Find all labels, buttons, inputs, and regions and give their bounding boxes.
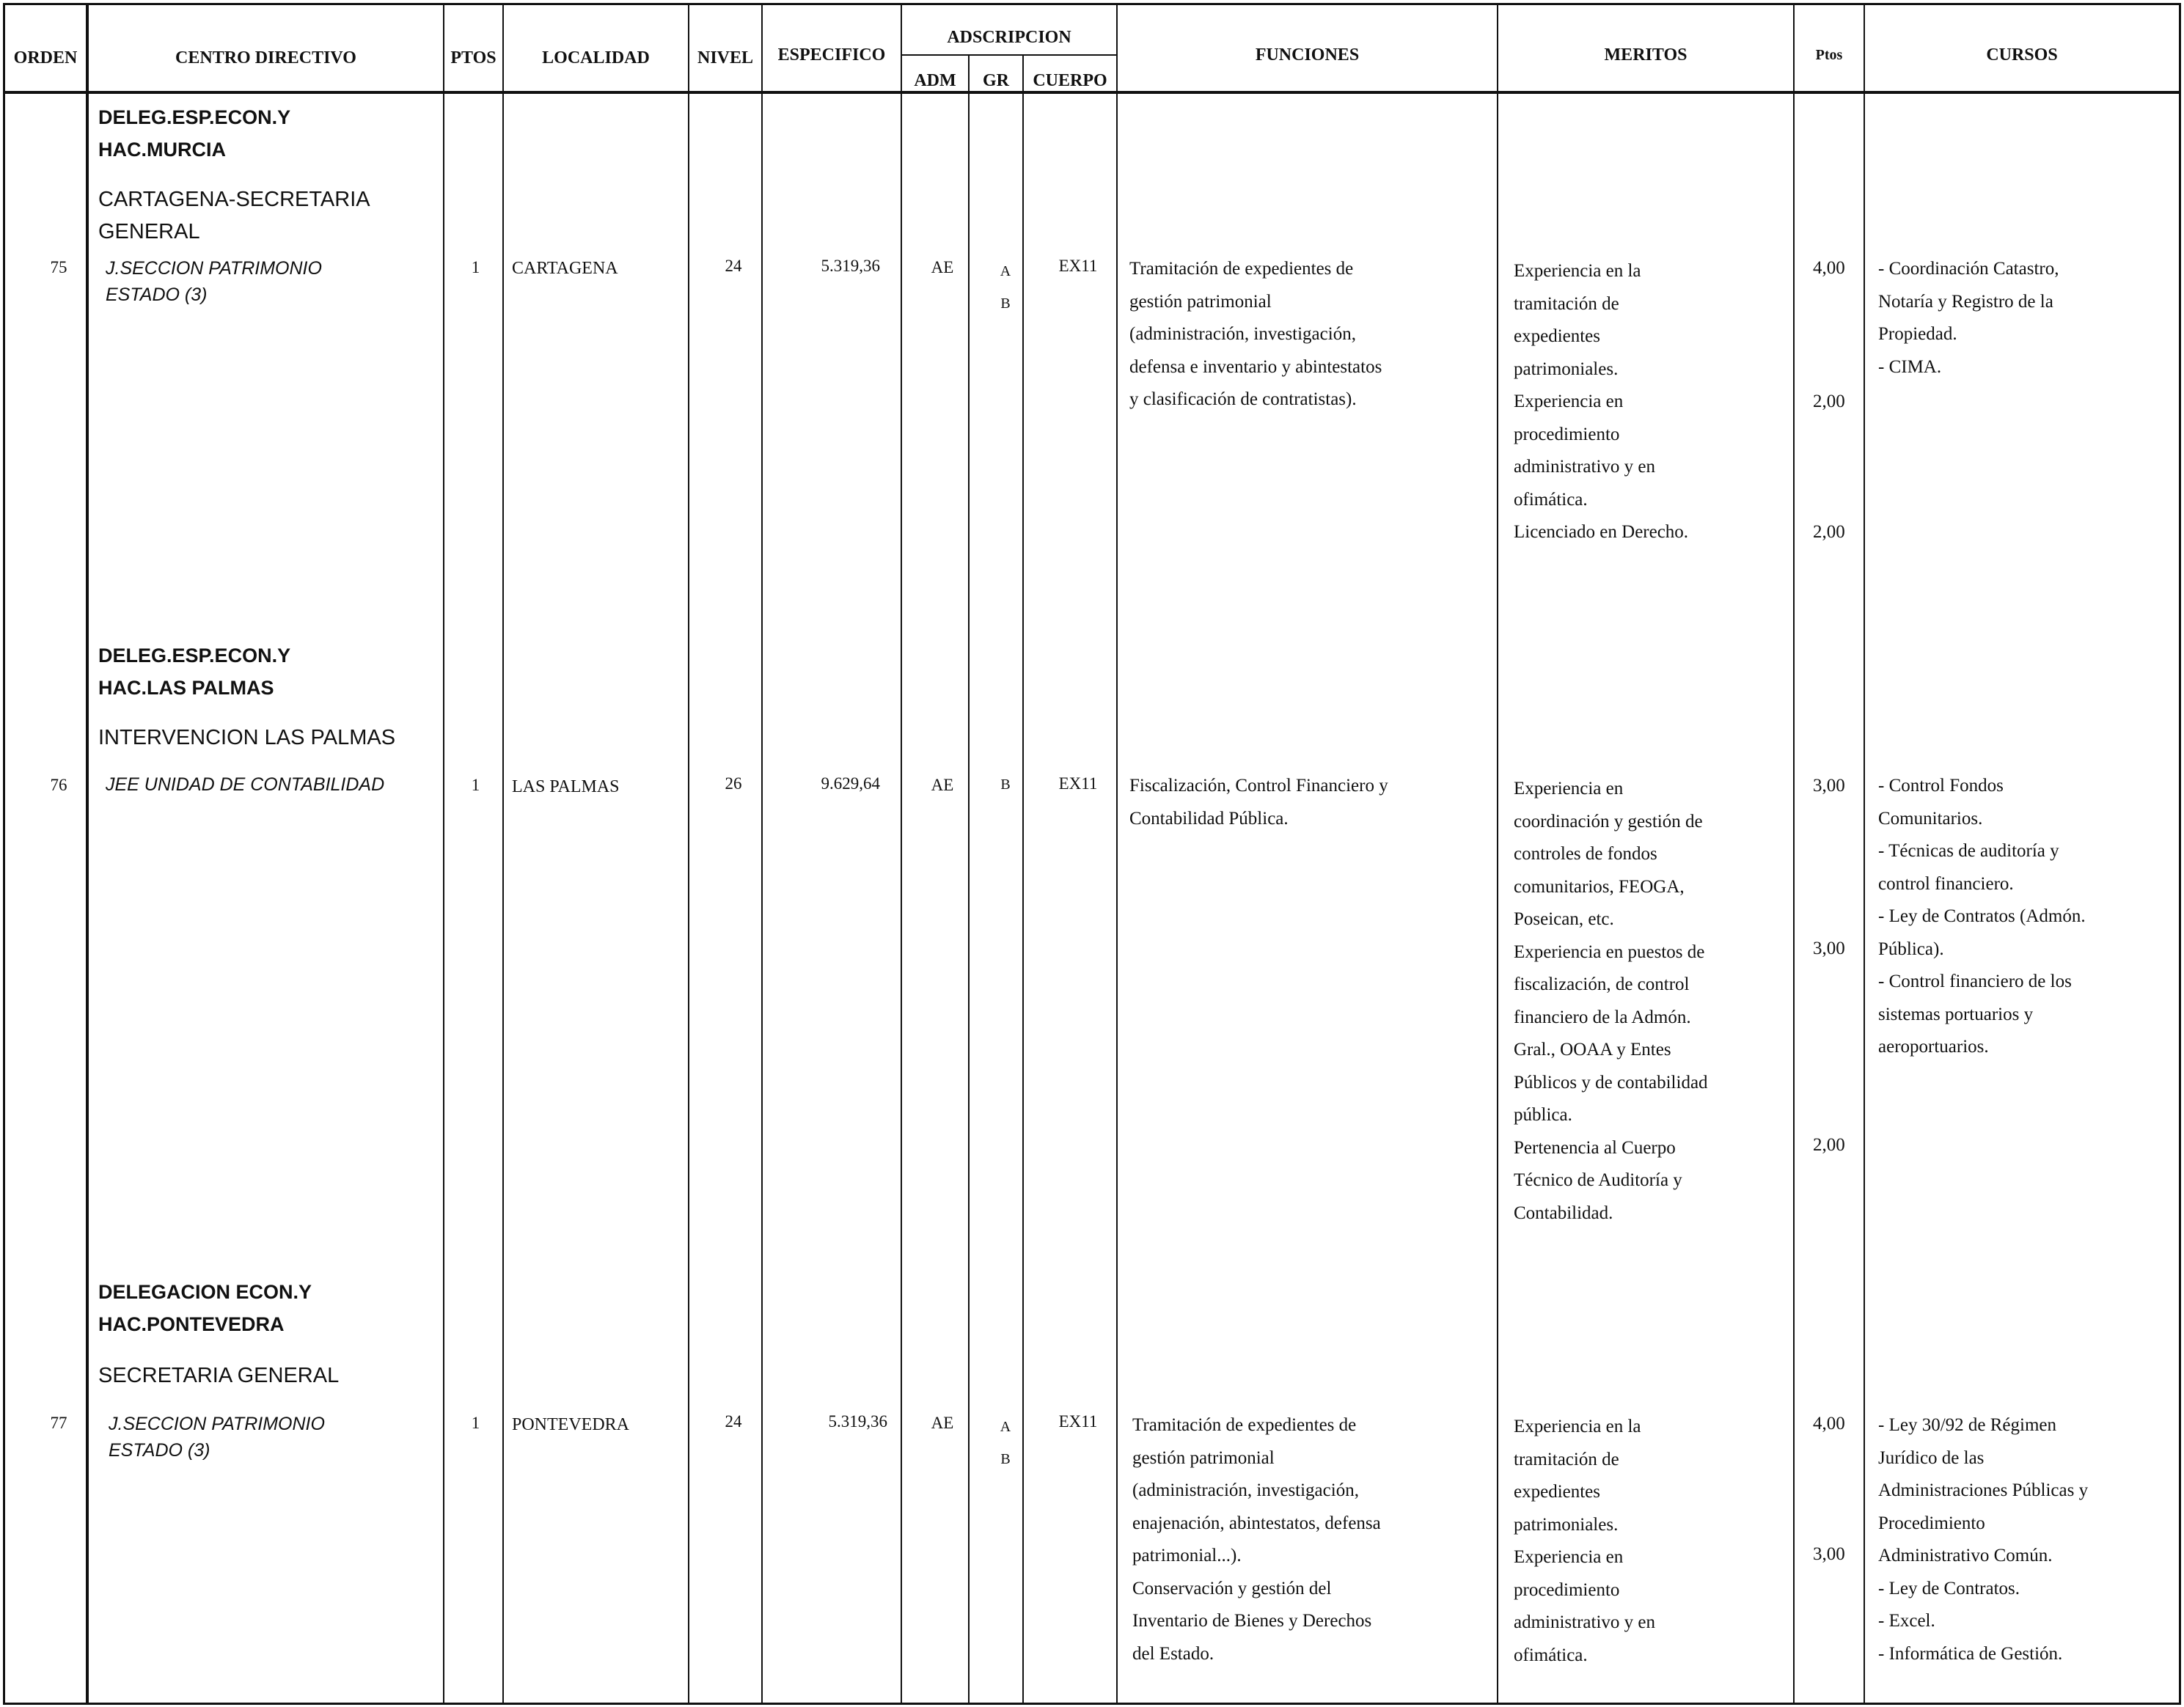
meritos-ptos-75-1: 4,00: [1813, 258, 1845, 278]
unidad-cartagena: CARTAGENA-SECRETARIA GENERAL: [98, 188, 370, 243]
ptos-75: 1: [471, 258, 480, 276]
localidad-75: CARTAGENA: [512, 259, 618, 278]
header-adm: ADM: [914, 71, 956, 90]
cursos-76: - Control Fondos Comunitarios. - Técnicas de auditoría y control financiero. - Ley de Contratos (Admón. Pública). - Control financiero de los sistemas portuarios y aeroportuarios.: [1878, 776, 2086, 1057]
header-cuerpo: CUERPO: [1033, 71, 1107, 90]
adm-76: AE: [931, 776, 954, 794]
nivel-76: 26: [725, 774, 742, 793]
meritos-ptos-76-2: 3,00: [1813, 939, 1845, 958]
unidad-intervencion: INTERVENCION LAS PALMAS: [98, 726, 396, 749]
meritos-75: Experiencia en la tramitación de expedientes patrimoniales. Experiencia en procedimiento administrativo y en ofimática. Licenciado en Derecho.: [1514, 261, 1689, 542]
col-line-adm: [968, 54, 970, 1704]
header-cursos: CURSOS: [1986, 45, 2058, 65]
adm-77: AE: [931, 1414, 954, 1432]
header-ptos-meritos: Ptos: [1815, 47, 1843, 63]
header-nivel: NIVEL: [697, 48, 754, 67]
header-especifico: ESPECIFICO: [777, 45, 886, 65]
header-orden: ORDEN: [13, 48, 78, 67]
table-top-border: [3, 3, 2181, 5]
meritos-ptos-76-3: 2,00: [1813, 1135, 1845, 1155]
cuerpo-75: EX11: [1058, 257, 1098, 275]
gr-77: A B: [1000, 1419, 1011, 1467]
col-line-especifico: [901, 3, 902, 1704]
header-ptos: PTOS: [450, 48, 496, 67]
header-gr: GR: [983, 71, 1009, 90]
adm-75: AE: [931, 258, 954, 276]
especifico-75: 5.319,36: [821, 257, 880, 275]
funciones-76: Fiscalización, Control Financiero y Contabilidad Pública.: [1129, 776, 1388, 829]
header-funciones: FUNCIONES: [1255, 45, 1360, 65]
puesto-77: J.SECCION PATRIMONIO ESTADO (3): [109, 1414, 325, 1461]
localidad-77: PONTEVEDRA: [512, 1415, 629, 1434]
meritos-ptos-75-3: 2,00: [1813, 522, 1845, 542]
header-bottom-rule: [3, 91, 2181, 94]
adscripcion-subrule: [901, 54, 1118, 56]
localidad-76: LAS PALMAS: [512, 777, 620, 796]
meritos-77: Experiencia en la tramitación de expedientes patrimoniales. Experiencia en procedimiento administrativo y en ofimática.: [1514, 1417, 1656, 1665]
cursos-77: - Ley 30/92 de Régimen Jurídico de las Administraciones Públicas y Procedimiento Administrativo Común. - Ley de Contratos. - Excel. - Informática de Gestión.: [1878, 1415, 2089, 1664]
orden-75: 75: [50, 258, 67, 276]
header-adscripcion: ADSCRIPCION: [947, 28, 1071, 47]
cuerpo-77: EX11: [1058, 1412, 1098, 1431]
ptos-77: 1: [471, 1414, 480, 1432]
meritos-ptos-75-2: 2,00: [1813, 392, 1845, 411]
puesto-76: JEE UNIDAD DE CONTABILIDAD: [106, 774, 385, 795]
puesto-75: J.SECCION PATRIMONIO ESTADO (3): [106, 258, 322, 305]
organo-murcia: DELEG.ESP.ECON.Y HAC.MURCIA: [98, 106, 291, 161]
col-line-left: [3, 3, 5, 1704]
header-localidad: LOCALIDAD: [542, 48, 650, 67]
header-centro-directivo: CENTRO DIRECTIVO: [175, 48, 356, 67]
col-line-right: [2179, 3, 2181, 1704]
nivel-77: 24: [725, 1412, 742, 1431]
meritos-ptos-77-1: 4,00: [1813, 1414, 1845, 1433]
orden-77: 77: [50, 1414, 67, 1432]
col-line-meritos: [1793, 3, 1795, 1704]
organo-pontevedra: DELEGACION ECON.Y HAC.PONTEVEDRA: [98, 1281, 312, 1335]
col-line-funciones: [1497, 3, 1498, 1704]
table-bottom-border: [3, 1703, 2181, 1705]
col-line-ptos2: [1864, 3, 1865, 1704]
cuerpo-76: EX11: [1058, 774, 1098, 793]
ptos-76: 1: [471, 776, 480, 794]
nivel-75: 24: [725, 257, 742, 275]
funciones-77: Tramitación de expedientes de gestión patrimonial (administración, investigación, enajenación, abintestatos, defensa patrimonial...). Conservación y gestión del Inventario de Bienes y Derechos del Estado.: [1132, 1415, 1381, 1664]
gr-75: A B: [1000, 263, 1011, 312]
cursos-75: - Coordinación Catastro, Notaría y Registro de la Propiedad. - CIMA.: [1878, 259, 2059, 377]
especifico-77: 5.319,36: [828, 1412, 887, 1431]
meritos-ptos-76-1: 3,00: [1813, 776, 1845, 796]
header-meritos: MERITOS: [1604, 45, 1688, 65]
col-line-cuerpo: [1116, 3, 1118, 1704]
unidad-secretaria: SECRETARIA GENERAL: [98, 1364, 340, 1387]
meritos-ptos-77-2: 3,00: [1813, 1544, 1845, 1564]
gr-76: B: [1000, 777, 1011, 793]
orden-76: 76: [50, 776, 67, 794]
organo-las-palmas: DELEG.ESP.ECON.Y HAC.LAS PALMAS: [98, 645, 291, 699]
funciones-75: Tramitación de expedientes de gestión patrimonial (administración, investigación, defensa e inventario y abintestatos y clasificación de contratistas).: [1129, 259, 1382, 409]
meritos-76: Experiencia en coordinación y gestión de controles de fondos comunitarios, FEOGA, Poseican, etc. Experiencia en puestos de fiscalización, de control financiero de la Admón. Gral., OOAA y Entes Públicos y de contabilidad pública. Pertenencia al Cuerpo Técnico de Auditoría y Contabilidad.: [1514, 779, 1708, 1223]
especifico-76: 9.629,64: [821, 774, 880, 793]
